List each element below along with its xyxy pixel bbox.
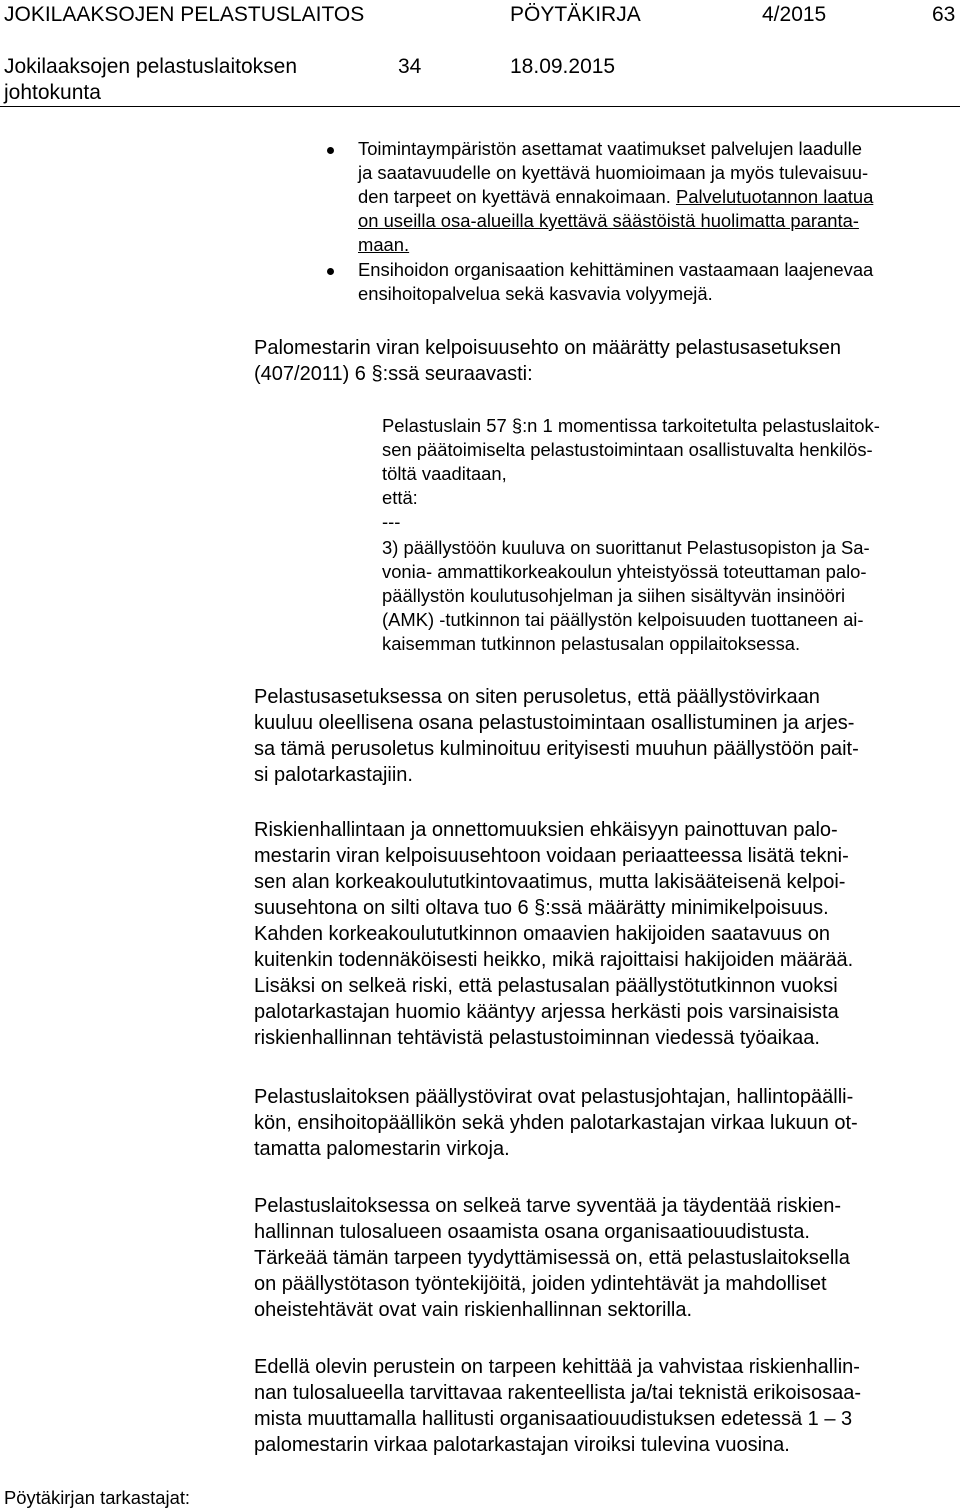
header-rule: [0, 106, 960, 107]
paragraph-line: kön, ensihoitopäällikön sekä yhden palotarkastajan virkaa lukuun ot-: [254, 1112, 858, 1134]
paragraph-line: on päällystötason työntekijöitä, joiden ydintehtävät ja mahdolliset: [254, 1273, 827, 1295]
quote-line: 3) päällystöön kuuluva on suorittanut Pelastusopiston ja Sa-: [382, 537, 870, 558]
quote-line: päällystön koulutusohjelman ja siihen sisältyvän insinööri: [382, 585, 846, 606]
paragraph-line: Riskienhallintaan ja onnettomuuksien ehkäisyyn painottuvan palo-: [254, 819, 838, 841]
paragraph-line: kuitenkin todennäköisesti heikko, mikä rajoittaisi hakijoiden määrää.: [254, 949, 854, 971]
paragraph-line: sen alan korkeakoulututkintovaatimus, mutta lakisääteisenä kelpoi-: [254, 871, 846, 893]
paragraph-line: Lisäksi on selkeä riski, että pelastusalan päällystötutkinnon vuoksi: [254, 975, 838, 997]
paragraph-line: kuuluu oleellisena osana pelastustoimintaan osallistuminen ja arjes-: [254, 712, 855, 734]
quote-line: että:: [382, 487, 418, 508]
paragraph-line: tamatta palomestarin virkoja.: [254, 1138, 510, 1160]
quote-line: töltä vaaditaan,: [382, 463, 507, 484]
paragraph-line: palotarkastajan huomio kääntyy arjessa herkästi pois varsinaisista: [254, 1001, 839, 1023]
bullet-marker: [327, 268, 334, 275]
bullet-2-line: ensihoitopalvelua sekä kasvavia volyymejä.: [358, 283, 713, 304]
paragraph-line: suusehtona on silti oltava tuo 6 §:ssä määrätty minimikelpoisuus.: [254, 897, 829, 919]
paragraph-line: Palomestarin viran kelpoisuusehto on määrätty pelastusasetuksen: [254, 337, 841, 359]
paragraph-line: hallinnan tulosalueen osaamista osana organisaatiouudistusta.: [254, 1221, 810, 1243]
body-name-line1: Jokilaaksojen pelastuslaitoksen: [4, 55, 298, 78]
quote-line: vonia- ammattikorkeakoulun yhteistyössä toteuttaman palo-: [382, 561, 867, 582]
page-number: 63: [932, 3, 956, 26]
quote-line: kaisemman tutkinnon pelastusalan oppilaitoksessa.: [382, 633, 801, 654]
paragraph-line: (407/2011) 6 §:ssä seuraavasti:: [254, 363, 533, 385]
issue-number: 4/2015: [762, 3, 827, 26]
paragraph-line: riskienhallinnan tehtävistä pelastustoiminnan viedessä työaikaa.: [254, 1027, 820, 1049]
paragraph-line: Pelastuslaitoksessa on selkeä tarve syventää ja täydentää riskien-: [254, 1195, 841, 1217]
quote-line: ---: [382, 511, 401, 532]
meeting-date: 18.09.2015: [510, 55, 616, 78]
paragraph-line: palomestarin virkaa palotarkastajan viroiksi tulevina vuosina.: [254, 1434, 790, 1456]
quote-line: sen päätoimiselta pelastustoimintaan osallistuvalta henkilös-: [382, 439, 873, 460]
bullet-1-line: Toimintaympäristön asettamat vaatimukset palvelujen laadulle: [358, 138, 862, 159]
paragraph-line: Pelastusasetuksessa on siten perusoletus, että päällystövirkaan: [254, 686, 820, 708]
paragraph-line: mista muuttamalla hallitusti organisaatiouudistuksen edetessä 1 – 3: [254, 1408, 853, 1430]
section-number: 34: [398, 55, 422, 78]
paragraph-line: Tärkeää tämän tarpeen tyydyttämisessä on, että pelastuslaitoksella: [254, 1247, 850, 1269]
bullet-2-line: Ensihoidon organisaation kehittäminen vastaamaan laajenevaa: [358, 259, 874, 280]
paragraph-line: Edellä olevin perustein on tarpeen kehittää ja vahvistaa riskienhallin-: [254, 1356, 860, 1378]
bullet-1-line: ja saatavuudelle on kyettävä huomioimaan ja myös tulevaisuu-: [358, 162, 869, 183]
paragraph-line: Pelastuslaitoksen päällystövirat ovat pelastusjohtajan, hallintopäälli-: [254, 1086, 854, 1108]
bullet-marker: [327, 147, 334, 154]
paragraph-line: sa tämä perusoletus kulminoituu erityisesti muuhun päällystöön pait-: [254, 738, 859, 760]
bullet-1-line: on useilla osa-alueilla kyettävä säästöistä huolimatta paranta-: [358, 210, 859, 231]
bullet-1-line: den tarpeet on kyettävä ennakoimaan. Palvelutuotannon laatua: [358, 186, 874, 207]
paragraph-line: mestarin viran kelpoisuusehtoon voidaan periaatteessa lisätä tekni-: [254, 845, 849, 867]
paragraph-line: si palotarkastajiin.: [254, 764, 413, 786]
bullet-1-line: maan.: [358, 234, 410, 255]
paragraph-line: Kahden korkeakoulututkinnon omaavien hakijoiden saatavuus on: [254, 923, 830, 945]
org-name: JOKILAAKSOJEN PELASTUSLAITOS: [4, 3, 365, 26]
quote-line: (AMK) -tutkinnon tai päällystön kelpoisuuden tuottaneen ai-: [382, 609, 864, 630]
paragraph-line: nan tulosalueella tarvittavaa rakenteellista ja/tai teknistä erikoisosaa-: [254, 1382, 862, 1404]
document-type: PÖYTÄKIRJA: [510, 3, 641, 26]
body-name-line2: johtokunta: [4, 81, 101, 104]
minutes-checkers-label: Pöytäkirjan tarkastajat:: [4, 1487, 191, 1508]
paragraph-line: oheistehtävät ovat vain riskienhallinnan sektorilla.: [254, 1299, 693, 1321]
quote-line: Pelastuslain 57 §:n 1 momentissa tarkoitetulta pelastuslaitok-: [382, 415, 880, 436]
